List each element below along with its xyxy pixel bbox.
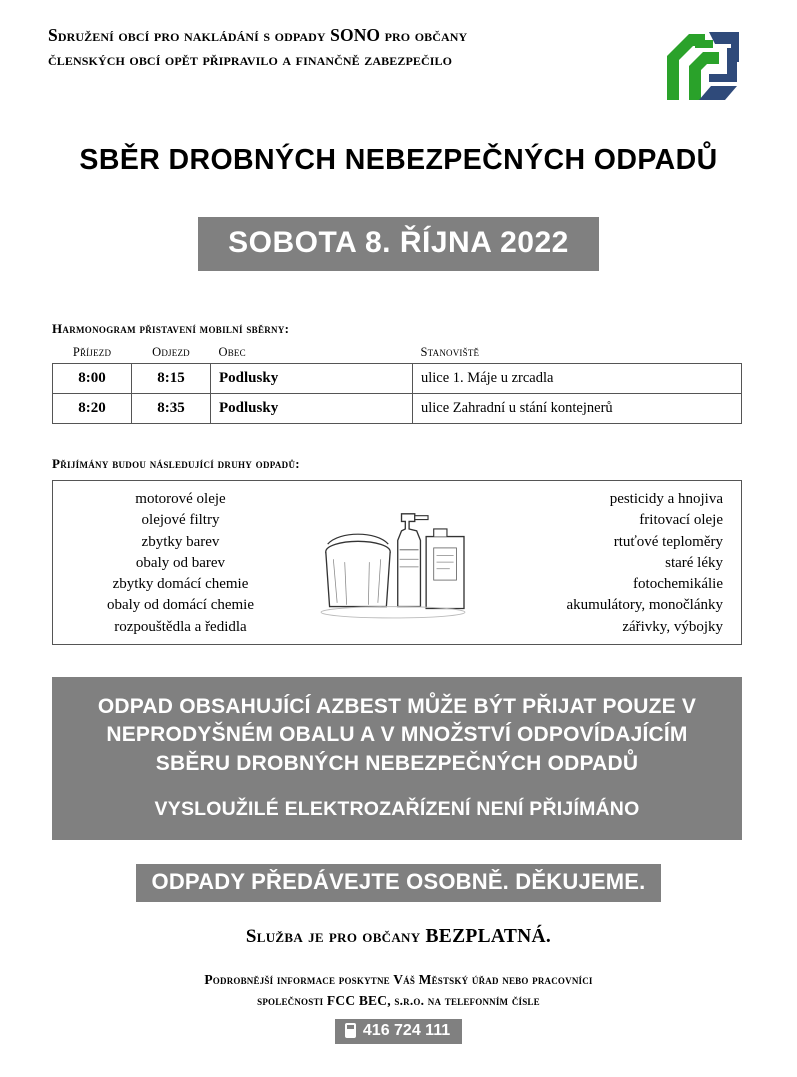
list-item: zbytky barev [141, 533, 220, 550]
cell-location: ulice 1. Máje u zrcadla [413, 364, 742, 394]
column-header-location: Stanoviště [420, 345, 480, 359]
list-item: zbytky domácí chemie [112, 576, 249, 593]
date-banner: SOBOTA 8. ŘÍJNA 2022 [198, 217, 599, 271]
footer-info [0, 970, 797, 1011]
cell-arrival: 8:00 [53, 364, 132, 394]
list-item: olejové filtry [141, 512, 220, 529]
asbestos-main-text: ODPAD OBSAHUJÍCÍ AZBEST MŮŽE BÝT PŘIJAT POUZE V NEPRODYŠNÉM OBALU A V MNOŽSTVÍ ODPOVÍDAJÍCÍM SBĚRU DROBNÝCH NEBEZPEČNÝCH ODPADŮ [97, 695, 697, 775]
waste-list-right [488, 489, 741, 638]
list-item: fritovací oleje [639, 512, 723, 529]
cell-municipality: Podlusky [211, 394, 413, 424]
electro-waste-text: VYSLOUŽILÉ ELEKTROZAŘÍZENÍ NENÍ PŘIJÍMÁNO [154, 798, 640, 821]
poster-header [0, 0, 797, 106]
asbestos-notice [52, 677, 742, 840]
list-item: staré léky [665, 554, 723, 571]
list-item: zářivky, výbojky [622, 618, 723, 635]
page-title: SBĚR DROBNÝCH NEBEZPEČNÝCH ODPADŮ [79, 144, 718, 176]
list-item: obaly od barev [135, 554, 226, 571]
schedule-label: Harmonogram přistavení mobilní sběrny: [52, 321, 290, 336]
handover-banner: ODPADY PŘEDÁVEJTE OSOBNĚ. DĚKUJEME. [136, 864, 662, 902]
header-intro-text [48, 24, 467, 71]
handover-banner-container [0, 864, 797, 902]
table-row [53, 394, 742, 424]
cell-departure: 8:15 [132, 364, 211, 394]
free-service-prefix: Služba je pro občany [245, 926, 426, 948]
phone-icon [345, 1023, 356, 1038]
list-item: fotochemikálie [633, 576, 723, 593]
list-item: rtuťové teploměry [613, 533, 723, 550]
header-line-2: členských obcí opět připravilo a finančně zabezpečilo [48, 48, 453, 69]
phone-banner-container [0, 1019, 797, 1044]
column-header-arrival: Příjezd [72, 345, 112, 359]
table-header-row [53, 345, 742, 364]
column-header-municipality: Obec [218, 345, 246, 359]
list-item: akumulátory, monočlánky [566, 597, 723, 614]
list-item: pesticidy a hnojiva [609, 491, 723, 507]
list-item: motorové oleje [135, 491, 226, 507]
cell-municipality: Podlusky [211, 364, 413, 394]
date-banner-container [0, 217, 797, 271]
waste-list-left [53, 489, 298, 638]
schedule-table [52, 345, 742, 424]
header-line-1: Sdružení obcí pro nakládání s odpady SONO pro občany [48, 25, 468, 45]
free-service-note [0, 926, 797, 948]
phone-number: 416 724 111 [362, 1021, 451, 1039]
footer-line-1: Podrobnější informace poskytne Váš Městský úřad nebo pracovníci [204, 972, 593, 988]
column-header-departure: Odjezd [152, 345, 190, 359]
cell-location: ulice Zahradní u stání kontejnerů [413, 394, 742, 424]
waste-types-box [52, 480, 742, 645]
footer-line-2: společnosti FCC BEC, s.r.o. na telefonním čísle [257, 992, 540, 1008]
cell-departure: 8:35 [132, 394, 211, 424]
waste-label: Přijímány budou následující druhy odpadů: [52, 456, 300, 471]
phone-banner [335, 1019, 462, 1044]
free-service-strong: BEZPLATNÁ. [425, 926, 552, 948]
paint-cans-illustration-icon [298, 489, 488, 638]
list-item: obaly od domácí chemie [106, 597, 255, 614]
sono-logo-icon [659, 26, 745, 106]
table-row [53, 364, 742, 394]
list-item: rozpouštědla a ředidla [114, 618, 247, 635]
cell-arrival: 8:20 [53, 394, 132, 424]
